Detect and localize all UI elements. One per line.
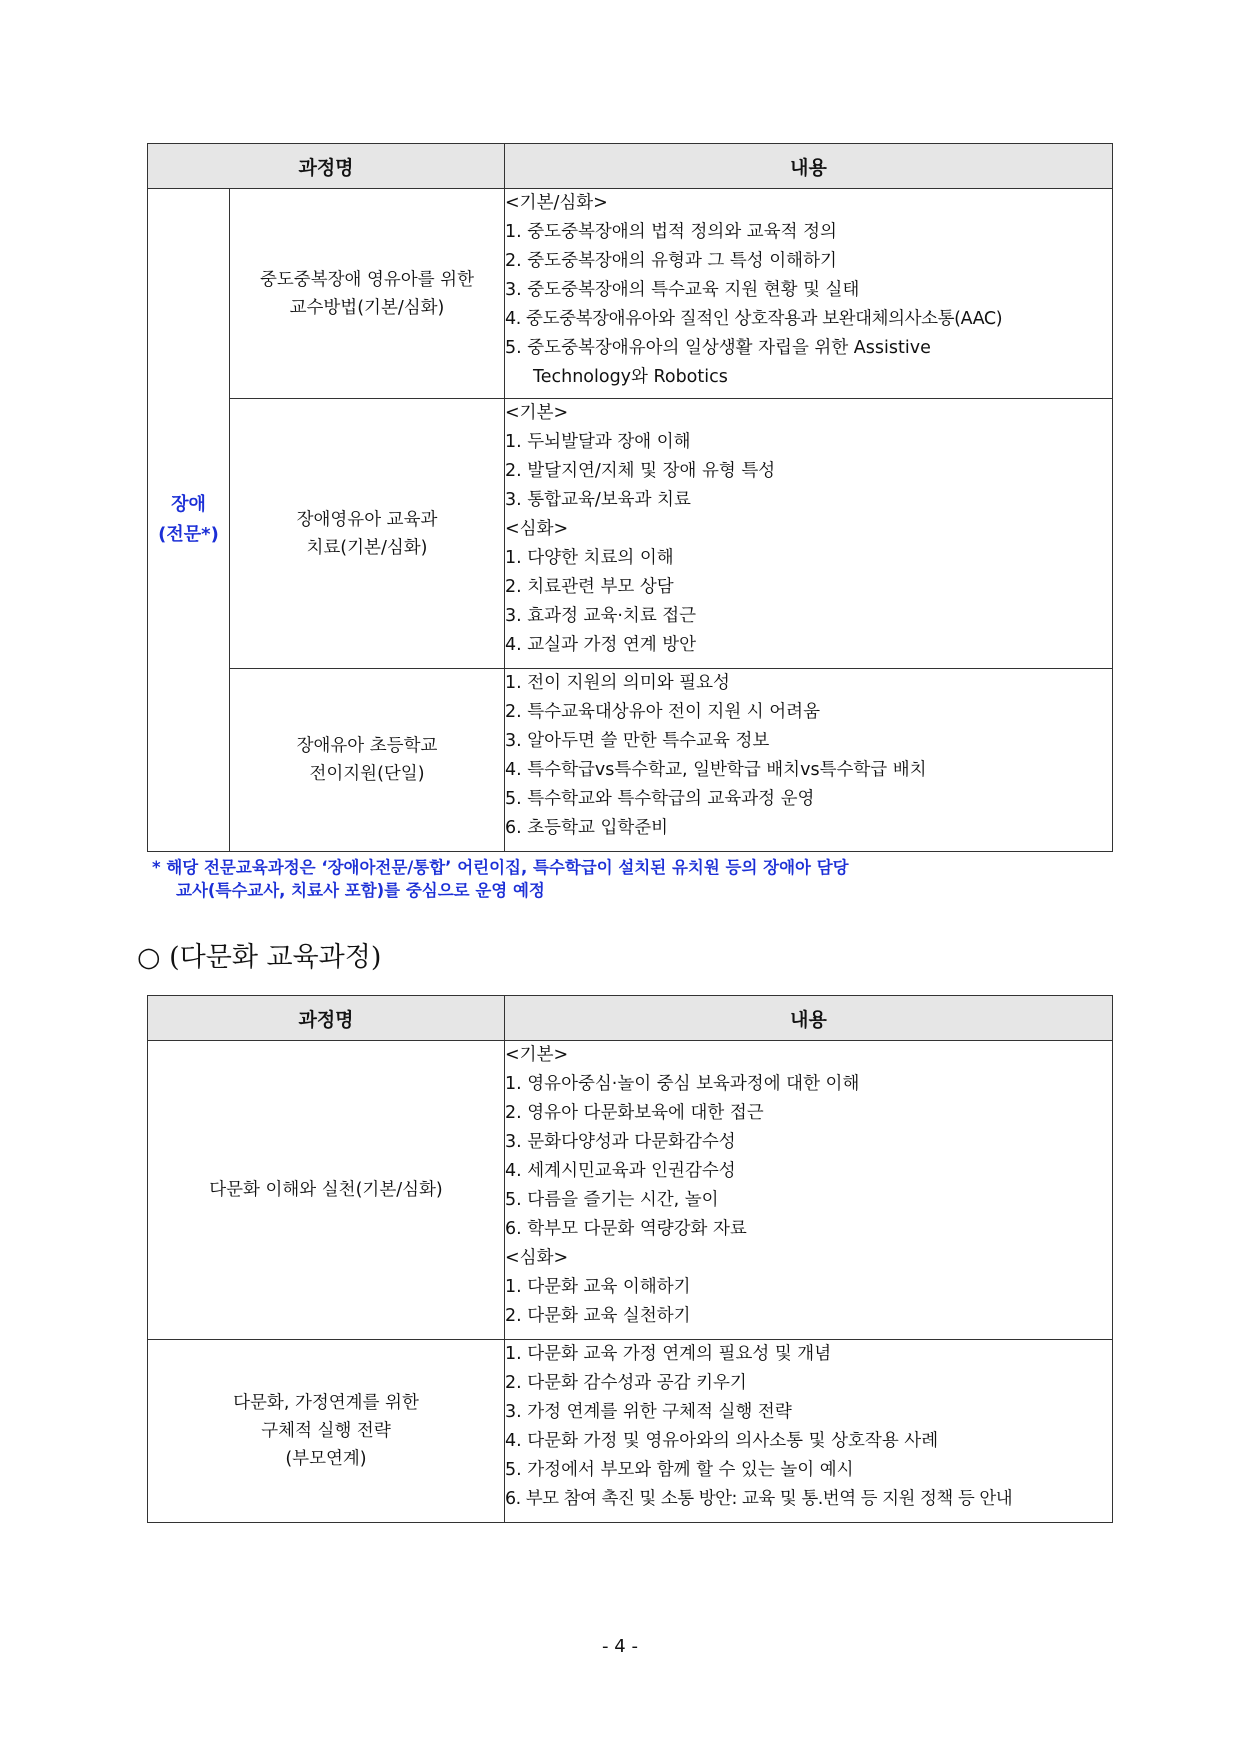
content-line: 3. 알아두면 쓸 만한 특수교육 정보 <box>505 731 770 751</box>
content-line: 3. 가정 연계를 위한 구체적 실행 전략 <box>505 1402 792 1422</box>
header-content: 내용 <box>505 144 1113 189</box>
header-course-name: 과정명 <box>148 144 505 189</box>
content-line: <기본> <box>505 403 569 423</box>
content-line: 1. 전이 지원의 의미와 필요성 <box>505 673 730 693</box>
course-name-cell <box>148 1340 505 1523</box>
content-line: 4. 특수학급vs특수학교, 일반학급 배치vs특수학급 배치 <box>505 760 927 780</box>
content-line: 3. 통합교육/보육과 치료 <box>505 490 691 510</box>
content-line: 2. 특수교육대상유아 전이 지원 시 어려움 <box>505 702 820 722</box>
table-row <box>148 399 1113 669</box>
table-header-row <box>148 996 1113 1041</box>
content-line: 6. 부모 참여 촉진 및 소통 방안: 교육 및 통.번역 등 지원 정책 등 안내 <box>505 1489 1013 1509</box>
content-line: Technology와 Robotics <box>533 367 728 387</box>
course-name-line: 치료(기본/심화) <box>306 537 428 558</box>
table-row <box>148 669 1113 852</box>
course-content-cell <box>505 189 1113 399</box>
content-line: 2. 치료관련 부모 상담 <box>505 577 674 597</box>
course-name-line: 다문화 이해와 실천(기본/심화) <box>209 1180 443 1200</box>
table-header-row <box>148 144 1113 189</box>
course-name-line: 교수방법(기본/심화) <box>289 297 445 318</box>
content-line: 2. 영유아 다문화보육에 대한 접근 <box>505 1103 764 1123</box>
content-line: <심화> <box>505 1248 569 1268</box>
category-label-sub: (전문*) <box>158 524 219 545</box>
course-name-line: (부모연계) <box>285 1449 367 1469</box>
content-line: 1. 두뇌발달과 장애 이해 <box>505 432 691 452</box>
content-line: 3. 문화다양성과 다문화감수성 <box>505 1132 736 1152</box>
content-line: 3. 중도중복장애의 특수교육 지원 현황 및 실태 <box>505 280 860 300</box>
course-name-line: 중도중복장애 영유아를 위한 <box>260 269 474 290</box>
course-name-cell <box>230 669 505 852</box>
content-line: 1. 다문화 교육 가정 연계의 필요성 및 개념 <box>505 1344 832 1364</box>
content-line: 1. 중도중복장애의 법적 정의와 교육적 정의 <box>505 222 837 242</box>
category-label: 장애 <box>171 494 206 515</box>
course-name-cell <box>148 1041 505 1340</box>
header-course-name: 과정명 <box>148 996 505 1041</box>
content-line: 5. 특수학교와 특수학급의 교육과정 운영 <box>505 789 815 809</box>
course-name-line: 다문화, 가정연계를 위한 <box>233 1393 419 1413</box>
content-line: 5. 가정에서 부모와 함께 할 수 있는 놀이 예시 <box>505 1460 854 1480</box>
course-name-line: 전이지원(단일) <box>309 764 425 784</box>
content-line: <기본> <box>505 1045 569 1065</box>
page-number: - 4 - <box>602 1636 638 1657</box>
table-row <box>148 189 1113 399</box>
table-row <box>148 1340 1113 1523</box>
content-line: 3. 효과정 교육·치료 접근 <box>505 606 697 626</box>
content-line: 5. 다름을 즐기는 시간, 놀이 <box>505 1190 719 1210</box>
content-line: 1. 영유아중심·놀이 중심 보육과정에 대한 이해 <box>505 1074 860 1094</box>
content-line: 5. 중도중복장애유아의 일상생활 자립을 위한 Assistive <box>505 338 931 358</box>
footnote <box>152 856 1112 902</box>
footnote-line: 교사(특수교사, 치료사 포함)를 중심으로 운영 예정 <box>176 881 545 900</box>
course-content-cell <box>505 399 1113 669</box>
content-line: 1. 다문화 교육 이해하기 <box>505 1277 691 1297</box>
header-content: 내용 <box>505 996 1113 1041</box>
content-line: 4. 세계시민교육과 인권감수성 <box>505 1161 736 1181</box>
course-name-cell <box>230 189 505 399</box>
section-heading: ○ (다문화 교육과정) <box>137 942 382 973</box>
content-line: 1. 다양한 치료의 이해 <box>505 548 674 568</box>
content-line: 6. 학부모 다문화 역량강화 자료 <box>505 1219 747 1239</box>
footnote-line: * 해당 전문교육과정은 ‘장애아전문/통합’ 어린이집, 특수학급이 설치된 유치원 등의 장애아 담당 <box>152 858 849 877</box>
course-content-cell <box>505 1340 1113 1523</box>
content-line: 2. 발달지연/지체 및 장애 유형 특성 <box>505 461 776 481</box>
course-name-line: 구체적 실행 전략 <box>261 1421 391 1441</box>
content-line: 2. 다문화 감수성과 공감 키우기 <box>505 1373 747 1393</box>
table-row <box>148 1041 1113 1340</box>
course-name-line: 장애유아 초등학교 <box>296 736 438 756</box>
multicultural-course-table <box>147 995 1113 1523</box>
course-name-line: 장애영유아 교육과 <box>296 509 438 530</box>
content-line: 4. 다문화 가정 및 영유아와의 의사소통 및 상호작용 사례 <box>505 1431 939 1451</box>
content-line: 6. 초등학교 입학준비 <box>505 818 669 838</box>
content-line: 2. 중도중복장애의 유형과 그 특성 이해하기 <box>505 251 837 271</box>
disability-course-table <box>147 143 1113 852</box>
course-content-cell <box>505 1041 1113 1340</box>
content-line: <기본/심화> <box>505 193 608 213</box>
content-line: <심화> <box>505 519 569 539</box>
content-line: 4. 교실과 가정 연계 방안 <box>505 635 697 655</box>
course-name-cell <box>230 399 505 669</box>
course-content-cell <box>505 669 1113 852</box>
content-line: 4. 중도중복장애유아와 질적인 상호작용과 보완대체의사소통(AAC) <box>505 309 1003 329</box>
category-cell <box>148 189 230 852</box>
content-line: 2. 다문화 교육 실천하기 <box>505 1306 691 1326</box>
